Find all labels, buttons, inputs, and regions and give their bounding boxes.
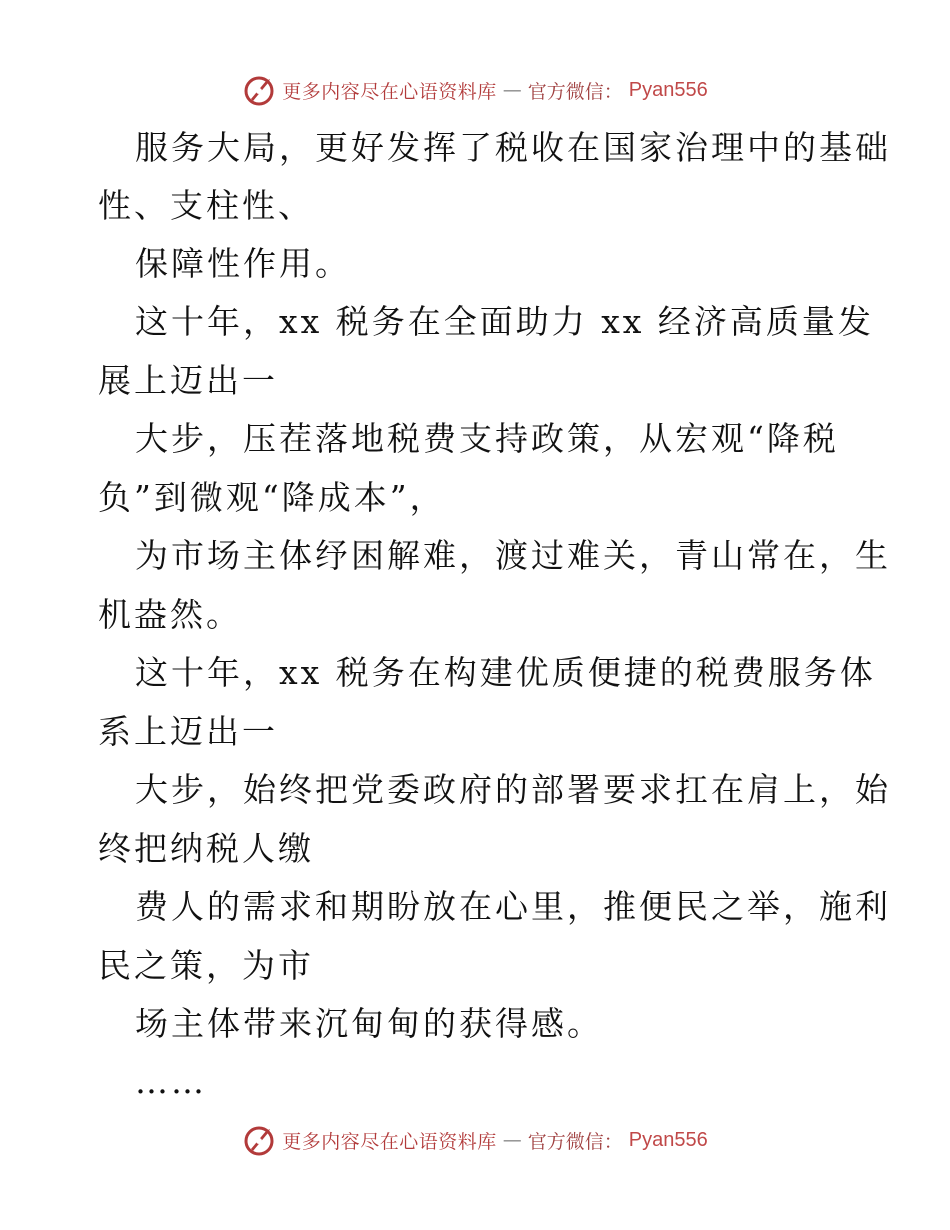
body-line: 这十年，xx 税务在构建优质便捷的税费服务体 xyxy=(135,653,876,692)
header-dash: — xyxy=(502,79,522,101)
body-line: 负”到微观“降成本”， xyxy=(98,478,446,517)
footer-promo-text: 更多内容尽在心语资料库 xyxy=(282,1130,497,1153)
body-line: 终把纳税人缴 xyxy=(98,829,314,868)
ellipsis-line: …… xyxy=(135,1062,207,1101)
footer-banner xyxy=(0,1120,950,1160)
body-line: 民之策，为市 xyxy=(98,946,314,985)
body-line: 为市场主体纾困解难，渡过难关，青山常在，生 xyxy=(135,536,891,575)
footer-wechat-label: 官方微信： xyxy=(527,1130,623,1153)
body-line: 大步，始终把党委政府的部署要求扛在肩上，始 xyxy=(135,770,891,809)
body-line: 保障性作用。 xyxy=(135,244,351,283)
footer-wechat-id: Pyan556 xyxy=(628,1128,708,1151)
body-line: 费人的需求和期盼放在心里，推便民之举，施利 xyxy=(135,887,891,926)
footer-dash: — xyxy=(502,1129,522,1151)
body-line: 这十年，xx 税务在全面助力 xx 经济高质量发 xyxy=(135,302,874,341)
header-wechat-id: Pyan556 xyxy=(628,78,708,101)
quill-logo-icon xyxy=(242,1123,276,1157)
body-line: 场主体带来沉甸甸的获得感。 xyxy=(135,1004,603,1043)
body-line: 展上迈出一 xyxy=(98,361,278,400)
body-line: 服务大局，更好发挥了税收在国家治理中的基础 xyxy=(135,128,891,167)
quill-logo-icon xyxy=(242,73,276,107)
header-wechat-label: 官方微信： xyxy=(527,80,623,103)
body-line: 系上迈出一 xyxy=(98,712,278,751)
body-line: 性、支柱性、 xyxy=(98,186,314,225)
header-banner xyxy=(0,70,950,110)
body-line: 机盎然。 xyxy=(98,595,242,634)
body-line: 大步，压茬落地税费支持政策，从宏观“降税 xyxy=(135,419,839,458)
header-promo-text: 更多内容尽在心语资料库 xyxy=(282,80,497,103)
